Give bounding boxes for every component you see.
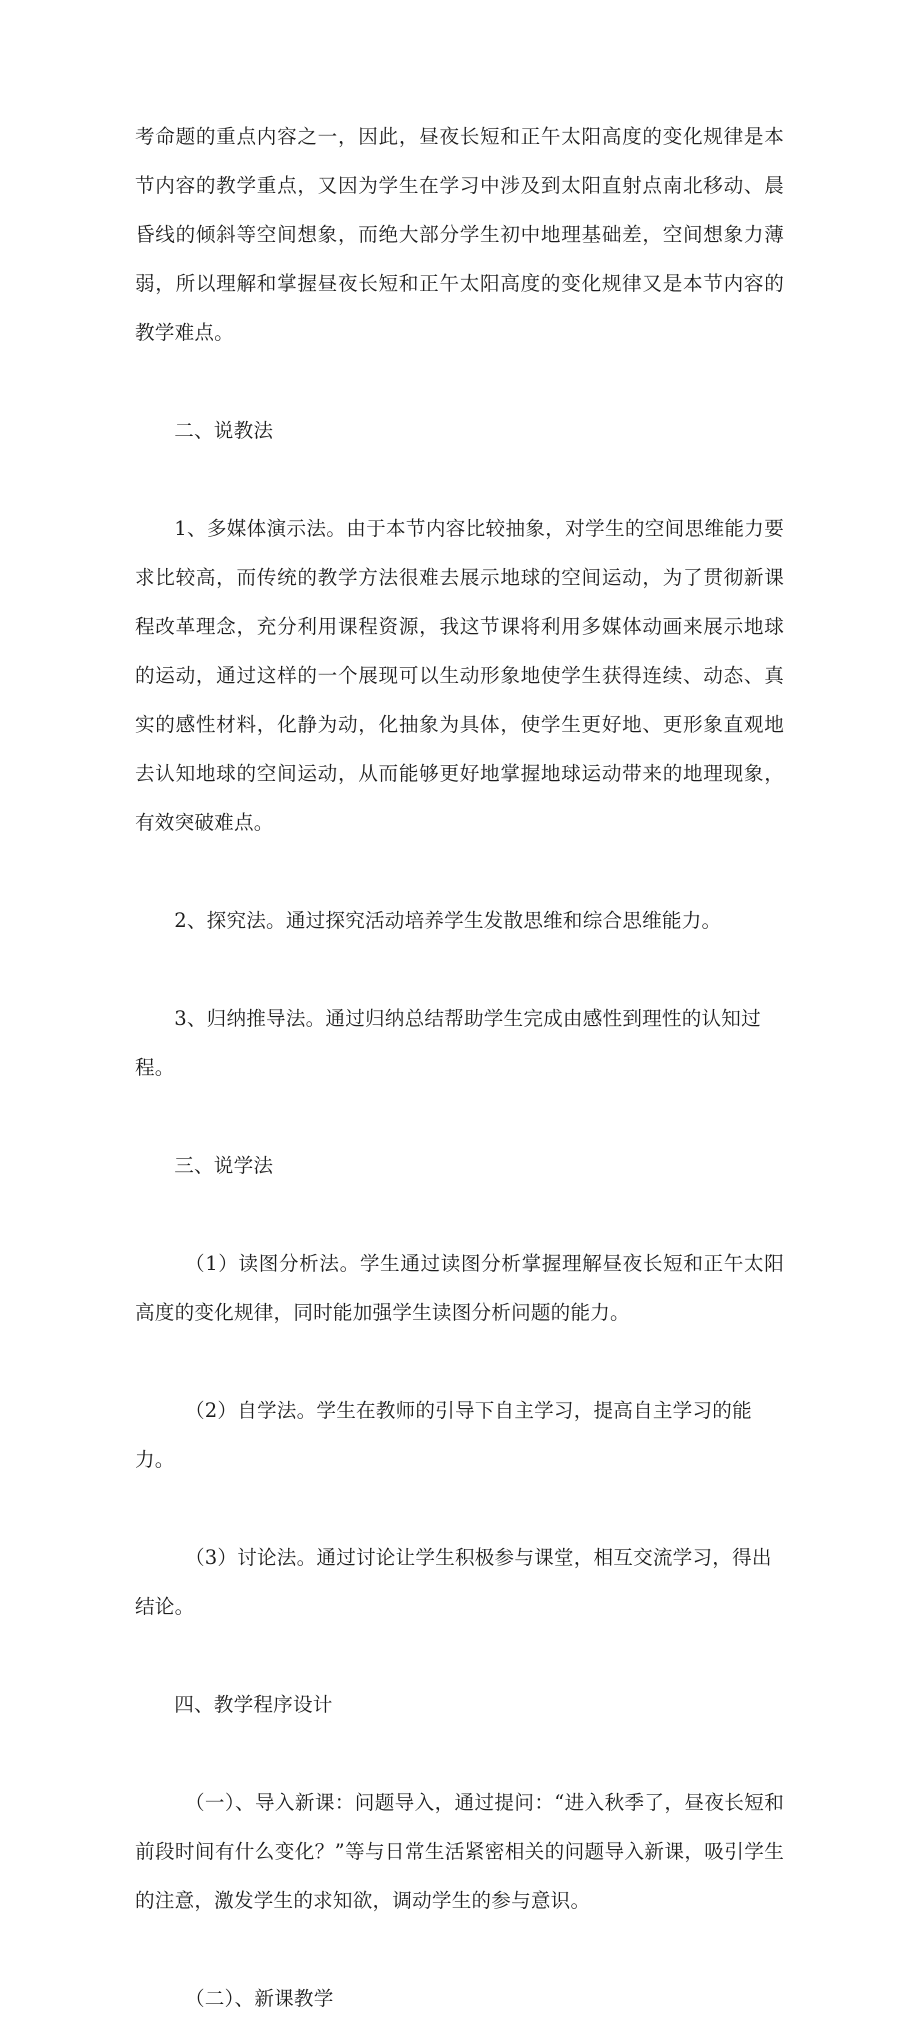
heading-section-four: 四、教学程序设计 [174,1693,333,1716]
paragraph-spacer [135,1190,784,1239]
paragraph-spacer [135,1092,784,1141]
paragraph-spacer [135,1631,784,1680]
paragraph-spacer [135,357,784,406]
study-method-item-1: （1）读图分析法。学生通过读图分析掌握理解昼夜长短和正午太阳高度的变化规律，同时能加强学生读图分析问题的能力。 [135,1252,784,1324]
method-item-1: 1、多媒体演示法。由于本节内容比较抽象，对学生的空间思维能力要求比较高，而传统的教学方法很难去展示地球的空间运动，为了贯彻新课程改革理念，充分利用课程资源，我这节课将利用多媒体动画来展示地球的运动，通过这样的一个展现可以生动形象地使学生获得连续、动态、真实的感性材料，化静为动，化抽象为具体，使学生更好地、更形象直观地去认知地球的空间运动，从而能够更好地掌握地球运动带来的地理现象，有效突破难点。 [135,517,784,834]
procedure-item-one: （一）、导入新课：问题导入，通过提问：“进入秋季了，昼夜长短和前段时间有什么变化？”等与日常生活紧密相关的问题导入新课，吸引学生的注意，激发学生的求知欲，调动学生的参与意识。 [135,1791,784,1912]
method-item-3: 3、归纳推导法。通过归纳总结帮助学生完成由感性到理性的认知过程。 [135,1007,761,1079]
heading-section-three: 三、说学法 [174,1154,274,1177]
study-method-item-2: （2）自学法。学生在教师的引导下自主学习，提高自主学习的能力。 [135,1399,752,1471]
paragraph-spacer [135,1925,784,1974]
paragraph-spacer [135,1484,784,1533]
paragraph-spacer [135,1337,784,1386]
method-item-2: 2、探究法。通过探究活动培养学生发散思维和综合思维能力。 [174,909,722,932]
paragraph-spacer [135,1729,784,1778]
paragraph-spacer [135,945,784,994]
paragraph-continuation: 考命题的重点内容之一，因此，昼夜长短和正午太阳高度的变化规律是本节内容的教学重点，又因为学生在学习中涉及到太阳直射点南北移动、晨昏线的倾斜等空间想象，而绝大部分学生初中地理基础差，空间想象力薄弱，所以理解和掌握昼夜长短和正午太阳高度的变化规律又是本节内容的教学难点。 [135,125,784,344]
heading-section-two: 二、说教法 [174,419,274,442]
paragraph-spacer [135,455,784,504]
paragraph-spacer [135,847,784,896]
procedure-item-two: （二）、新课教学 [184,1987,334,2010]
document-text-column [135,112,784,2023]
study-method-item-3: （3）讨论法。通过讨论让学生积极参与课堂，相互交流学习，得出结论。 [135,1546,772,1618]
